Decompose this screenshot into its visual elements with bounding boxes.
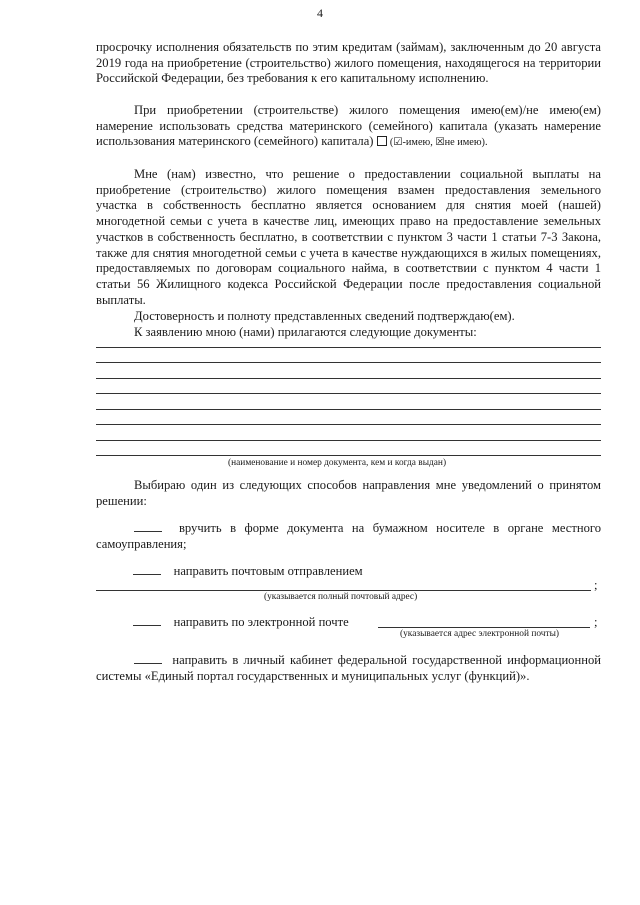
maternity-capital-text: При приобретении (строительстве) жилого помещения имею(ем)/не имею(ем) намерение использовать средства материнского (семейного) капитала (указать намерение использования материнского (семейного) капитала)	[96, 103, 601, 149]
paragraph-attached-documents: К заявлению мною (нами) прилагаются следующие документы:	[134, 325, 477, 339]
postal-address-line[interactable]	[96, 590, 591, 591]
email-semicolon: ;	[594, 615, 598, 629]
option-email	[133, 615, 349, 630]
option-portal-label: направить в личный кабинет федеральной государственной информационной системы «Единый портал государственных и муниципальных услуг (функций)».	[96, 653, 601, 683]
option-post-mark[interactable]	[133, 564, 161, 575]
paragraph-maternity-capital	[96, 103, 601, 151]
postal-address-caption: (указывается полный почтовый адрес)	[264, 592, 418, 602]
documents-caption: (наименование и номер документа, кем и когда выдан)	[228, 458, 447, 468]
document-line-5[interactable]	[96, 409, 601, 410]
document-line-6[interactable]	[96, 424, 601, 425]
document-line-1[interactable]	[96, 347, 601, 348]
document-line-4[interactable]	[96, 393, 601, 394]
option-paper-mark[interactable]	[134, 521, 162, 532]
paragraph-loan-terms: просрочку исполнения обязательств по этим кредитам (займам), заключенным до 20 августа 2019 года на приобретение (строительство) жилого помещения, находящегося на территории Российской Федерации, без требования к его капитальному исполнению.	[96, 40, 601, 86]
paragraph-notification-method: Выбираю один из следующих способов направления мне уведомлений о принятом решении:	[96, 478, 601, 508]
paragraph-confirmation: Достоверность и полноту представленных сведений подтверждаю(ем).	[134, 309, 515, 323]
option-email-mark[interactable]	[133, 615, 161, 626]
option-paper-label: вручить в форме документа на бумажном носителе в органе местного самоуправления;	[96, 521, 602, 551]
option-post	[133, 564, 363, 579]
document-line-8[interactable]	[96, 455, 601, 456]
email-address-caption: (указывается адрес электронной почты)	[400, 629, 560, 639]
maternity-capital-checkbox[interactable]	[377, 136, 387, 146]
page-number: 4	[317, 6, 323, 20]
email-address-line[interactable]	[378, 627, 590, 628]
document-line-7[interactable]	[96, 440, 601, 441]
document-line-3[interactable]	[96, 378, 601, 379]
option-portal-mark[interactable]	[134, 653, 162, 664]
option-portal	[96, 653, 601, 684]
paragraph-acknowledgement: Мне (нам) известно, что решение о предоставлении социальной выплаты на приобретение (строительство) жилого помещения взамен предоставления земельного участка в собственность бесплатно является основанием для снятия моей (нашей) многодетной семьи с учета в качестве лиц, имеющих право на предоставление земельных участков в собственность бесплатно, в соответствии с пунктом 3 части 1 статьи 7-3 Закона, также для снятия многодетной семьи с учета в качестве нуждающихся в жилых помещениях, предоставляемых по договорам социального найма, в соответствии с пунктом 4 части 1 статьи 56 Жилищного кодекса Российской Федерации после предоставления социальной выплаты.	[96, 167, 601, 307]
option-email-label: направить по электронной почте	[173, 615, 349, 629]
postal-semicolon: ;	[594, 578, 598, 592]
checkbox-legend: (☑-имею, ☒не имею).	[389, 137, 488, 149]
option-post-label: направить почтовым отправлением	[173, 564, 363, 578]
document-line-2[interactable]	[96, 362, 601, 363]
option-paper	[96, 521, 601, 552]
